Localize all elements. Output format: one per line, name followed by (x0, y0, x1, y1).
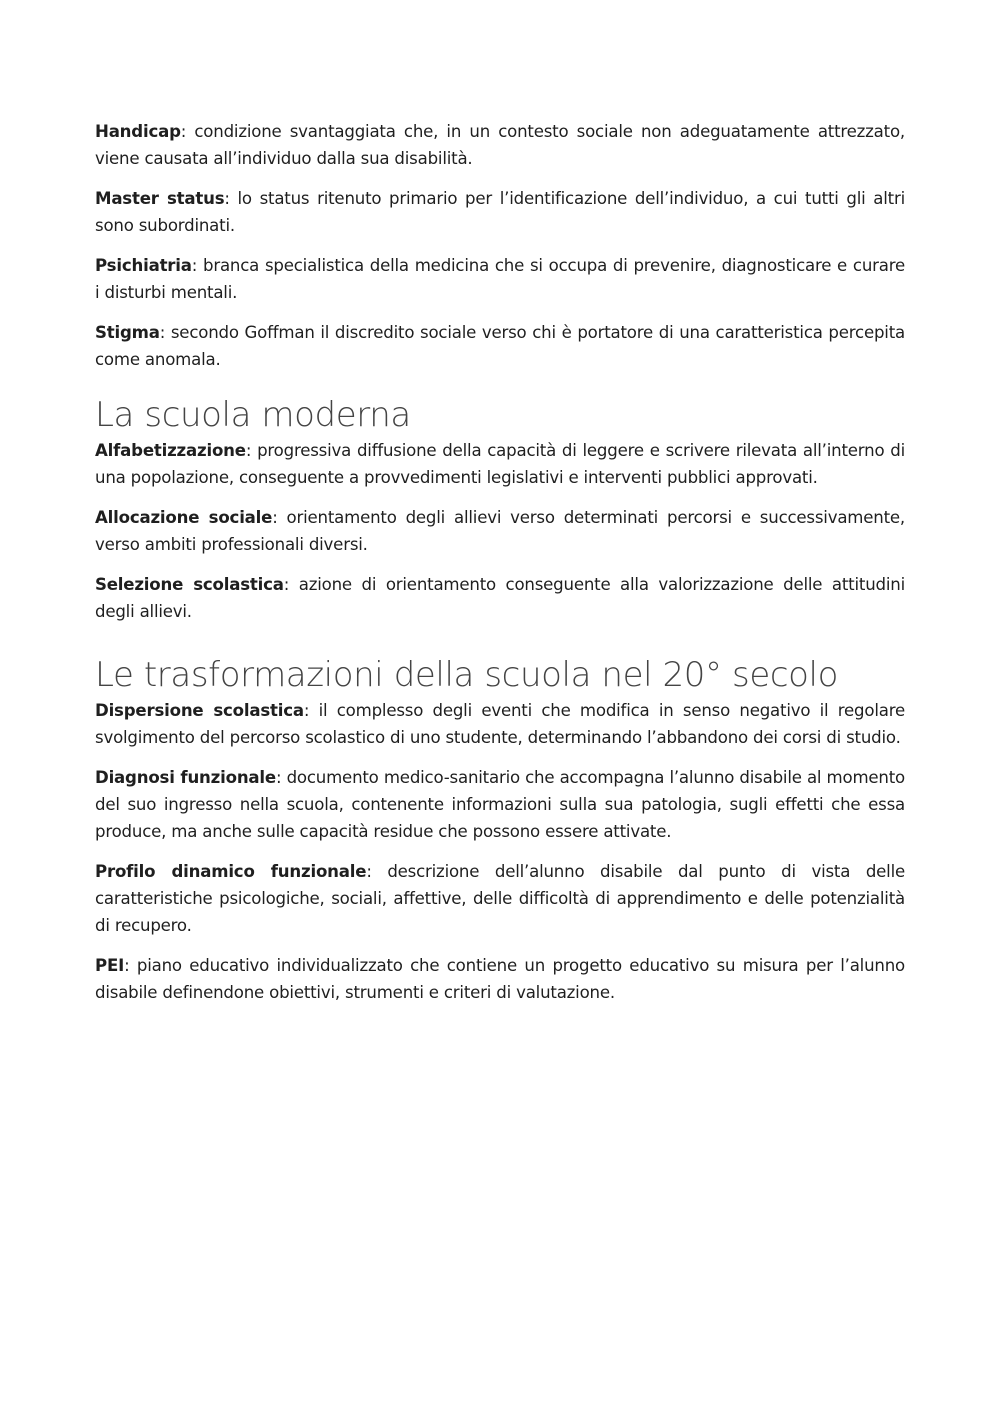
glossary-term: Selezione scolastica (95, 575, 284, 594)
glossary-entry-psichiatria (95, 252, 905, 306)
glossary-entry-stigma (95, 319, 905, 373)
glossary-entry-dispersione-scolastica (95, 697, 905, 751)
glossary-term: Alfabetizzazione (95, 441, 246, 460)
glossary-entry-alfabetizzazione (95, 437, 905, 491)
glossary-term: Allocazione sociale (95, 508, 273, 527)
glossary-entry-master-status (95, 185, 905, 239)
glossary-entry-handicap (95, 118, 905, 172)
glossary-definition: : lo status ritenuto primario per l’identificazione dell’individuo, a cui tutti gli altri sono subordinati. (95, 189, 905, 235)
glossary-definition: : piano educativo individualizzato che contiene un progetto educativo su misura per l’alunno disabile definendone obiettivi, strumenti e criteri di valutazione. (95, 956, 905, 1002)
glossary-term: Profilo dinamico funzionale (95, 862, 367, 881)
glossary-entry-selezione-scolastica (95, 571, 905, 625)
glossary-entry-diagnosi-funzionale (95, 764, 905, 845)
glossary-term: Diagnosi funzionale (95, 768, 276, 787)
glossary-definition: : il complesso degli eventi che modifica in senso negativo il regolare svolgimento del percorso scolastico di uno studente, determinando l’abbandono dei corsi di studio. (95, 701, 905, 747)
glossary-term: Stigma (95, 323, 160, 342)
glossary-definition: : condizione svantaggiata che, in un contesto sociale non adeguatamente attrezzato, viene causata all’individuo dalla sua disabilità. (95, 122, 905, 168)
glossary-entry-profilo-dinamico-funzionale (95, 858, 905, 939)
glossary-definition: : azione di orientamento conseguente alla valorizzazione delle attitudini degli allievi. (95, 575, 905, 621)
section-title-trasformazioni-scuola: Le trasformazioni della scuola nel 20° secolo (95, 655, 838, 695)
glossary-term: Handicap (95, 122, 181, 141)
glossary-definition: : progressiva diffusione della capacità di leggere e scrivere rilevata all’interno di una popolazione, conseguente a provvedimenti legislativi e interventi pubblici approvati. (95, 441, 905, 487)
glossary-definition: : orientamento degli allievi verso determinati percorsi e successivamente, verso ambiti professionali diversi. (95, 508, 905, 554)
glossary-entry-allocazione-sociale (95, 504, 905, 558)
glossary-definition: : branca specialistica della medicina che si occupa di prevenire, diagnosticare e curare i disturbi mentali. (95, 256, 905, 302)
section-title-scuola-moderna: La scuola moderna (95, 395, 411, 435)
glossary-term: PEI (95, 956, 125, 975)
document-page (95, 118, 905, 1019)
glossary-term: Dispersione scolastica (95, 701, 304, 720)
glossary-definition: : secondo Goffman il discredito sociale verso chi è portatore di una caratteristica percepita come anomala. (95, 323, 905, 369)
glossary-entry-pei (95, 952, 905, 1006)
glossary-term: Psichiatria (95, 256, 192, 275)
glossary-definition: : documento medico-sanitario che accompagna l’alunno disabile al momento del suo ingresso nella scuola, contenente informazioni sulla sua patologia, sugli effetti che essa produce, ma anche sulle capacità residue che possono essere attivate. (95, 768, 905, 841)
glossary-definition: : descrizione dell’alunno disabile dal punto di vista delle caratteristiche psicologiche, sociali, affettive, delle difficoltà di apprendimento e delle potenzialità di recupero. (95, 862, 905, 935)
glossary-term: Master status (95, 189, 225, 208)
